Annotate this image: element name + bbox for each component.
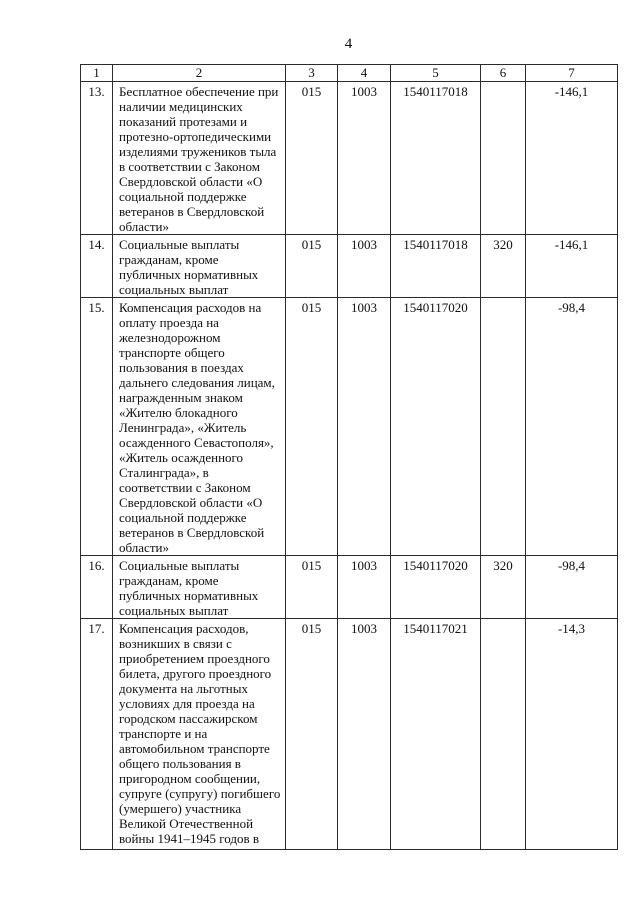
code-cell-4: 1003 <box>338 556 391 619</box>
code-cell-4: 1003 <box>338 235 391 298</box>
table-row <box>81 298 618 556</box>
code-cell-3: 015 <box>286 556 338 619</box>
code-cell-5: 1540117021 <box>391 619 481 850</box>
table-row <box>81 82 618 235</box>
row-index-cell: 16. <box>81 556 113 619</box>
expense-name-cell: Социальные выплаты гражданам, кроме публичных нормативных социальных выплат <box>113 556 286 619</box>
code-cell-6 <box>481 82 526 235</box>
row-index-cell: 14. <box>81 235 113 298</box>
code-cell-5: 1540117018 <box>391 82 481 235</box>
expense-name-cell: Бесплатное обеспечение при наличии медицинских показаний протезами и протезно-ортопедическими изделиями тружеников тыла в соответствии с Законом Свердловской области «О социальной поддержке ветеранов в Свердловской области» <box>113 82 286 235</box>
amount-cell: -146,1 <box>526 235 618 298</box>
code-cell-4: 1003 <box>338 298 391 556</box>
table-row <box>81 556 618 619</box>
code-cell-6: 320 <box>481 235 526 298</box>
column-header-4: 4 <box>338 65 391 82</box>
column-header-6: 6 <box>481 65 526 82</box>
code-cell-3: 015 <box>286 298 338 556</box>
code-cell-6: 320 <box>481 556 526 619</box>
code-cell-3: 015 <box>286 235 338 298</box>
table-row <box>81 235 618 298</box>
row-index-cell: 15. <box>81 298 113 556</box>
code-cell-6 <box>481 298 526 556</box>
column-header-2: 2 <box>113 65 286 82</box>
code-cell-4: 1003 <box>338 619 391 850</box>
row-index-cell: 17. <box>81 619 113 850</box>
code-cell-5: 1540117020 <box>391 298 481 556</box>
amount-cell: -14,3 <box>526 619 618 850</box>
column-header-5: 5 <box>391 65 481 82</box>
table-header-row <box>81 65 618 82</box>
expense-name-cell: Компенсация расходов на оплату проезда на железнодорожном транспорте общего пользования в поездах дальнего следования лицам, награжденным знаком «Жителю блокадного Ленинграда», «Житель осажденного Севастополя», «Житель осажденного Сталинграда», в соответствии с Законом Свердловской области «О социальной поддержке ветеранов в Свердловской области» <box>113 298 286 556</box>
column-header-3: 3 <box>286 65 338 82</box>
page-number: 4 <box>344 36 353 52</box>
amount-cell: -98,4 <box>526 556 618 619</box>
column-header-7: 7 <box>526 65 618 82</box>
expense-name-cell: Компенсация расходов, возникших в связи с приобретением проездного билета, другого проездного документа на льготных условиях для проезда на городском пассажирском транспорте и на автомобильном транспорте общего пользования в пригородном сообщении, супруге (супругу) погибшего (умершего) участника Великой Отечественной войны 1941–1945 годов в <box>113 619 286 850</box>
table-row <box>81 619 618 850</box>
amount-cell: -146,1 <box>526 82 618 235</box>
row-index-cell: 13. <box>81 82 113 235</box>
code-cell-3: 015 <box>286 82 338 235</box>
amount-cell: -98,4 <box>526 298 618 556</box>
code-cell-5: 1540117018 <box>391 235 481 298</box>
code-cell-6 <box>481 619 526 850</box>
column-header-1: 1 <box>81 65 113 82</box>
expense-name-cell: Социальные выплаты гражданам, кроме публичных нормативных социальных выплат <box>113 235 286 298</box>
budget-expense-table <box>80 64 618 850</box>
code-cell-3: 015 <box>286 619 338 850</box>
code-cell-5: 1540117020 <box>391 556 481 619</box>
code-cell-4: 1003 <box>338 82 391 235</box>
